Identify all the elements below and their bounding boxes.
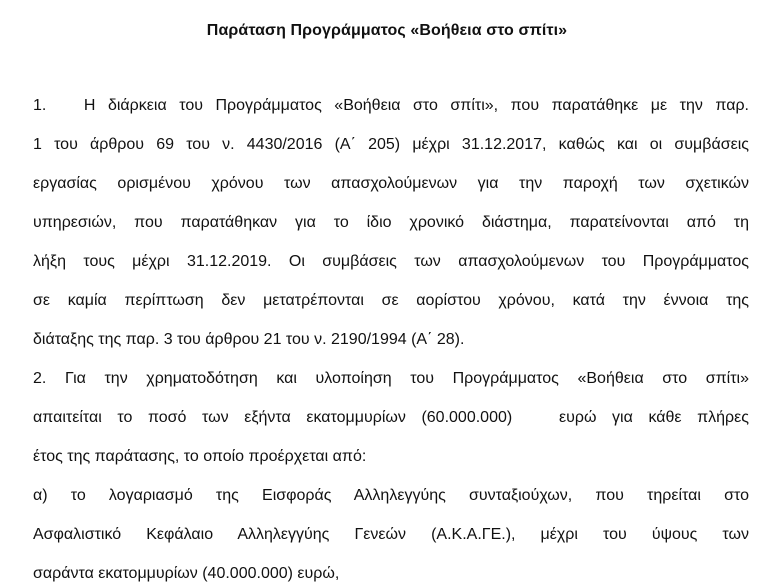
- item-a-line-3: σαράντα εκατομμυρίων (40.000.000) ευρώ,: [33, 565, 340, 582]
- paragraph-1-line-5: λήξη τους μέχρι 31.12.2019. Οι συμβάσεις των απασχολούμενων του Προγράμματος: [33, 253, 749, 270]
- paragraph-1-line-4: υπηρεσιών, που παρατάθηκαν για το ίδιο χρονικό διάστημα, παρατείνονται από τη: [33, 214, 749, 231]
- paragraph-1-line-7: διάταξης της παρ. 3 του άρθρου 21 του ν. 2190/1994 (Α΄ 28).: [33, 331, 465, 348]
- paragraph-1-line-1: 1. Η διάρκεια του Προγράμματος «Βοήθεια στο σπίτι», που παρατάθηκε με την παρ.: [33, 97, 749, 114]
- paragraph-1-line-2: 1 του άρθρου 69 του ν. 4430/2016 (Α΄ 205) μέχρι 31.12.2017, καθώς και οι συμβάσεις: [33, 136, 749, 153]
- paragraph-2-line-2: απαιτείται το ποσό των εξήντα εκατομμυρίων (60.000.000) ευρώ για κάθε πλήρες: [33, 409, 749, 426]
- paragraph-2-line-3: έτος της παράτασης, το οποίο προέρχεται από:: [33, 448, 367, 465]
- item-a-line-1: α) το λογαριασμό της Εισφοράς Αλληλεγγύης συνταξιούχων, που τηρείται στο: [33, 487, 749, 504]
- paragraph-1-line-6: σε καμία περίπτωση δεν μετατρέπονται σε αορίστου χρόνου, κατά την έννοια της: [33, 292, 749, 309]
- document-title: Παράταση Προγράμματος «Βοήθεια στο σπίτι»: [206, 22, 568, 39]
- paragraph-2-line-1: 2. Για την χρηματοδότηση και υλοποίηση του Προγράμματος «Βοήθεια στο σπίτι»: [33, 370, 749, 387]
- item-a-line-2: Ασφαλιστικό Κεφάλαιο Αλληλεγγύης Γενεών (Α.Κ.Α.ΓΕ.), μέχρι του ύψους των: [33, 526, 749, 543]
- paragraph-1-line-3: εργασίας ορισμένου χρόνου των απασχολούμενων για την παροχή των σχετικών: [33, 175, 749, 192]
